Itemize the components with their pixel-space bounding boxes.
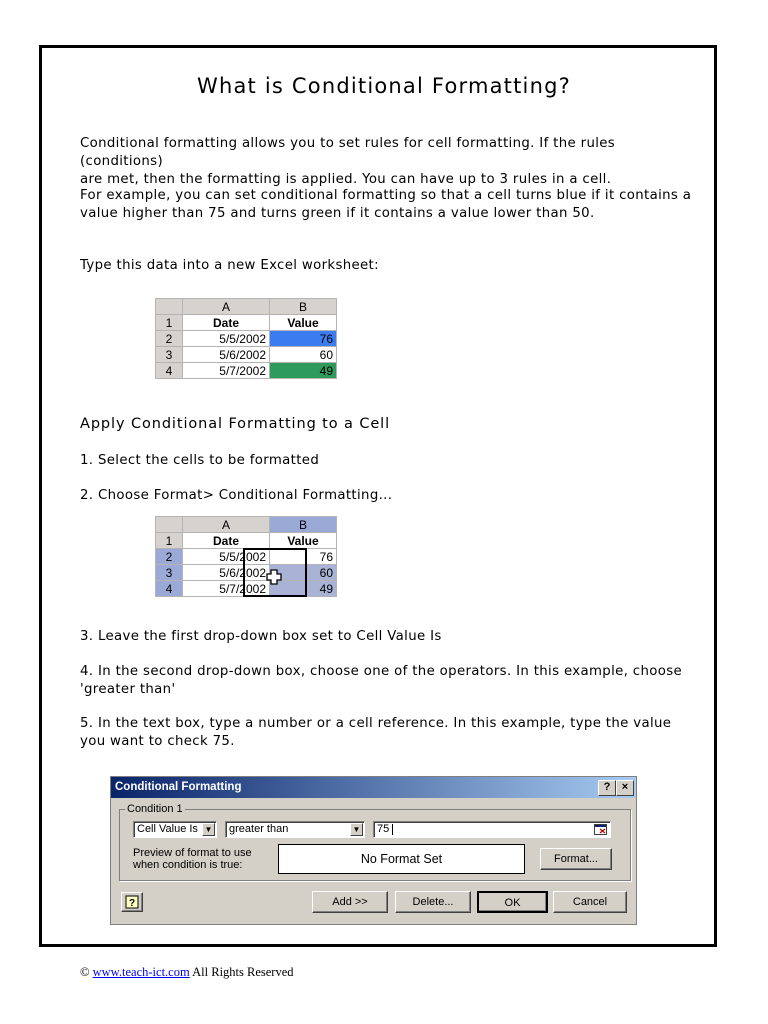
- column-header-row: [156, 517, 337, 533]
- cell-a1: Date: [183, 315, 270, 331]
- help-icon: [125, 895, 139, 909]
- step-5: 5. In the text box, type a number or a cell reference. In this example, type the value you want to check 75.: [80, 716, 672, 749]
- section-heading: Apply Conditional Formatting to a Cell: [80, 416, 391, 432]
- cell-b1: Value: [270, 533, 337, 549]
- step-3: 3. Leave the first drop-down box set to Cell Value Is: [80, 629, 442, 644]
- row-header: 2: [156, 549, 183, 565]
- selected-worksheet: [155, 516, 337, 597]
- table-row: [156, 363, 337, 379]
- chevron-down-icon[interactable]: ▼: [202, 823, 215, 836]
- step-2: 2. Choose Format> Conditional Formatting...: [80, 488, 393, 503]
- chevron-down-icon[interactable]: ▼: [350, 823, 363, 836]
- range-picker-icon[interactable]: [594, 824, 607, 835]
- svg-text:?: ?: [128, 898, 136, 909]
- website-link[interactable]: www.teach-ict.com: [92, 965, 190, 979]
- column-header-b: B: [270, 299, 337, 315]
- cell-cursor-icon: [266, 569, 282, 585]
- table-row: [156, 565, 337, 581]
- format-button[interactable]: Format...: [540, 848, 612, 870]
- help-title-button[interactable]: ?: [598, 780, 616, 796]
- cell-a4: 5/7/2002: [183, 581, 270, 597]
- column-header-a: A: [183, 299, 270, 315]
- intro-paragraph: Conditional formatting allows you to set rules for cell formatting. If the rules (conditions) are met, then the formatting is applied. You can have up to 3 rules in a cell.: [80, 136, 616, 187]
- cell-b1: Value: [270, 315, 337, 331]
- preview-label: Preview of format to use when condition is true:: [133, 847, 252, 871]
- format-preview: No Format Set: [278, 844, 525, 874]
- value-input[interactable]: [373, 821, 611, 838]
- table-row: [156, 533, 337, 549]
- type-data-instruction: Type this data into a new Excel worksheet:: [80, 258, 379, 273]
- step-4: 4. In the second drop-down box, choose one of the operators. In this example, choose 'greater than': [80, 664, 683, 697]
- table-row: [156, 331, 337, 347]
- table-row: [156, 549, 337, 565]
- table-row: [156, 315, 337, 331]
- row-header: 1: [156, 533, 183, 549]
- row-header: 2: [156, 331, 183, 347]
- cell-b4: 49: [270, 581, 337, 597]
- cell-b3: 60: [270, 565, 337, 581]
- cancel-button[interactable]: Cancel: [553, 891, 627, 913]
- footer: [80, 965, 294, 980]
- cell-a4: 5/7/2002: [183, 363, 270, 379]
- select-all-corner: [156, 299, 183, 315]
- cell-a3: 5/6/2002: [183, 565, 270, 581]
- table-row: [156, 347, 337, 363]
- cell-a2: 5/5/2002: [183, 549, 270, 565]
- row-header: 4: [156, 581, 183, 597]
- rights-text: All Rights Reserved: [192, 965, 294, 979]
- example-paragraph: For example, you can set conditional formatting so that a cell turns blue if it contains a value higher than 75 and turns green if it contains a value lower than 50.: [80, 188, 692, 221]
- row-header: 1: [156, 315, 183, 331]
- row-header: 4: [156, 363, 183, 379]
- ok-button[interactable]: OK: [477, 891, 548, 913]
- cell-b2: 76: [270, 549, 337, 565]
- row-header: 3: [156, 565, 183, 581]
- column-header-a: A: [183, 517, 270, 533]
- copyright-symbol: ©: [80, 965, 90, 979]
- cell-a1: Date: [183, 533, 270, 549]
- cell-b3: 60: [270, 347, 337, 363]
- condition-label: Condition 1: [127, 803, 183, 815]
- text-caret: [392, 824, 393, 835]
- table-row: [156, 581, 337, 597]
- add-button[interactable]: Add >>: [312, 891, 388, 913]
- conditional-formatting-dialog: [110, 776, 637, 925]
- cell-b2: 76: [270, 331, 337, 347]
- cell-value-dropdown[interactable]: [133, 821, 217, 838]
- close-button[interactable]: ×: [616, 780, 634, 796]
- value-input-text: 75: [377, 823, 390, 835]
- row-header: 3: [156, 347, 183, 363]
- delete-button[interactable]: Delete...: [395, 891, 471, 913]
- cell-a2: 5/5/2002: [183, 331, 270, 347]
- column-header-row: [156, 299, 337, 315]
- operator-dropdown-value: greater than: [229, 823, 289, 835]
- column-header-b: B: [270, 517, 337, 533]
- cell-b4: 49: [270, 363, 337, 379]
- cell-value-dropdown-value: Cell Value Is: [137, 823, 198, 835]
- office-assistant-button[interactable]: [121, 892, 143, 912]
- example-worksheet: [155, 298, 337, 379]
- dialog-title: Conditional Formatting: [111, 777, 636, 798]
- cell-a3: 5/6/2002: [183, 347, 270, 363]
- select-all-corner: [156, 517, 183, 533]
- operator-dropdown[interactable]: [225, 821, 365, 838]
- page-title: What is Conditional Formatting?: [197, 74, 571, 98]
- step-1: 1. Select the cells to be formatted: [80, 453, 320, 468]
